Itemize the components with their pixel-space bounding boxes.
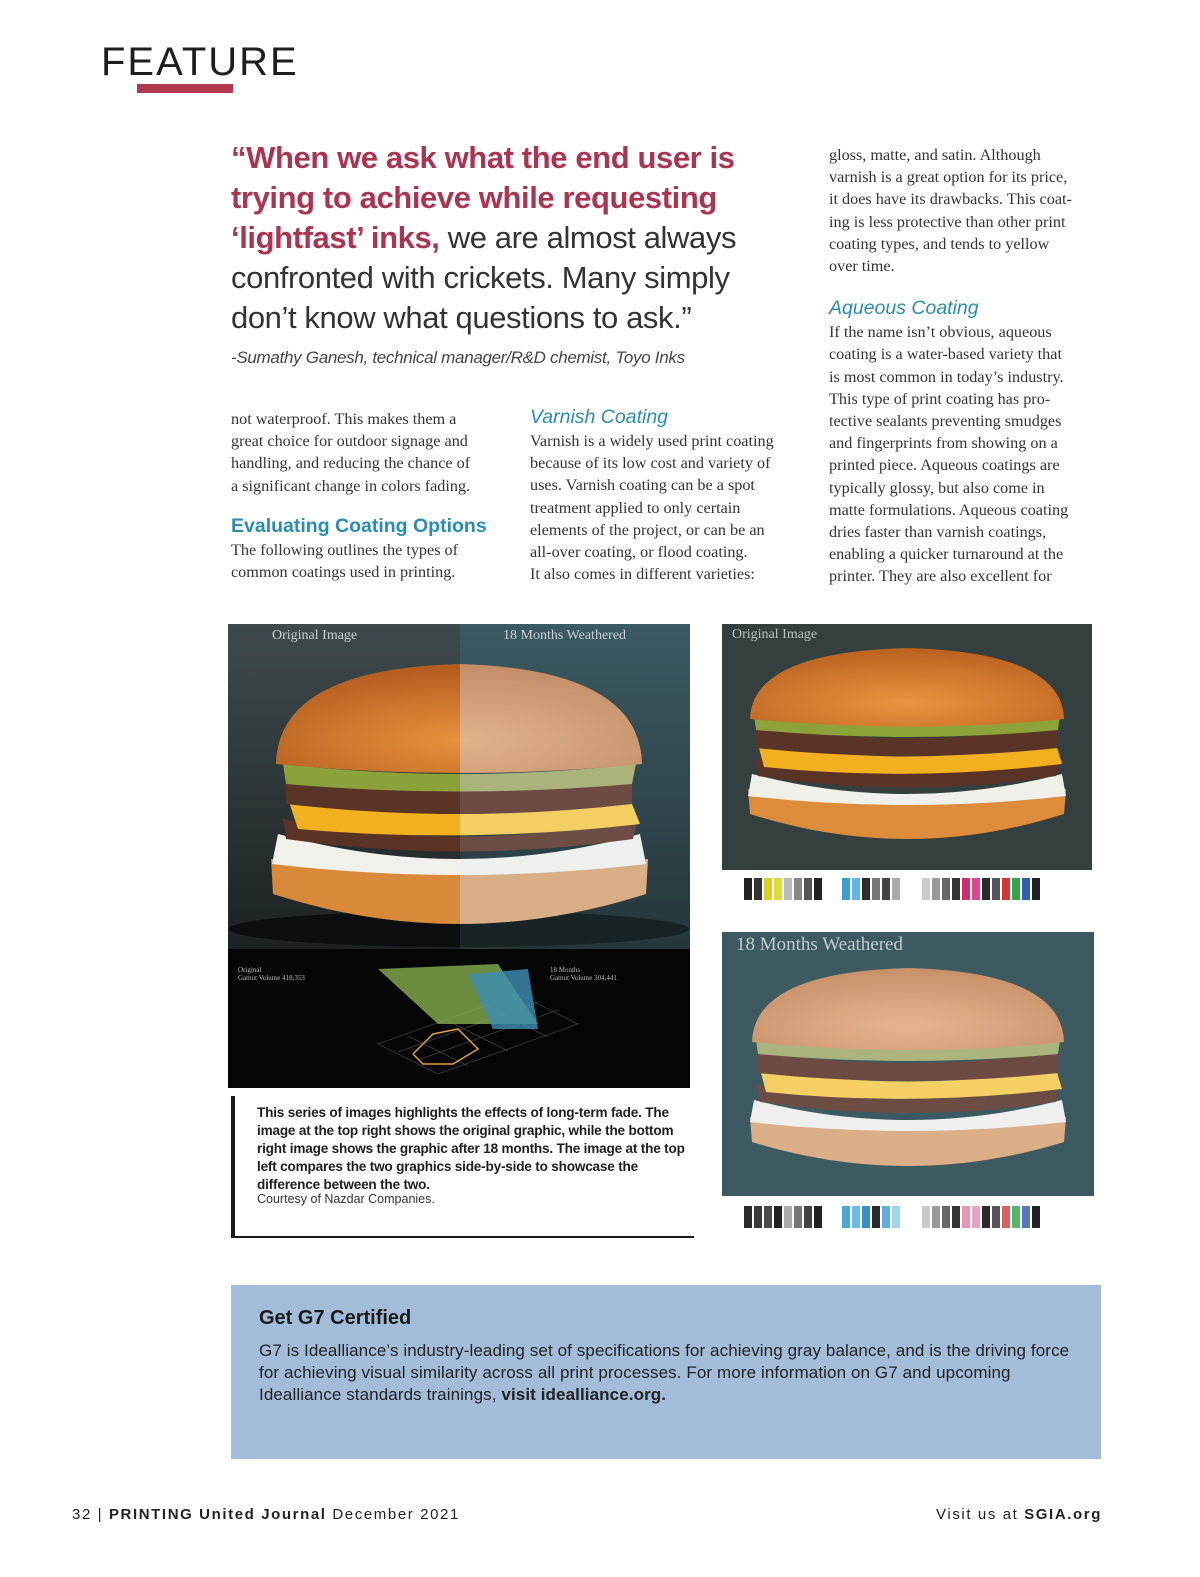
body-line: If the name isn’t obvious, aqueous — [829, 323, 1052, 342]
body-line: is most common in today’s industry. — [829, 367, 1064, 386]
body-line: enabling a quicker turnaround at the — [829, 545, 1064, 564]
body-line: It also comes in different varieties: — [530, 565, 755, 584]
quote-attribution: -Sumathy Ganesh, technical manager/R&D chemist, Toyo Inks — [231, 348, 685, 367]
body-line: and fingerprints from showing on a — [829, 434, 1058, 453]
original-image-figure — [722, 624, 1092, 916]
caption-text: This series of images highlights the effects of long-term fade. The image at the top right shows the original graphic, while the bottom right image shows the graphic after 18 months. The image at the top left compares the two graphics side-by-side to showcase the difference between the two. — [257, 1105, 685, 1192]
subhead-evaluating-coating: Evaluating Coating Options — [231, 514, 487, 537]
body-line: printer. They are also excellent for — [829, 567, 1052, 586]
body-line: elements of the project, or can be an — [530, 520, 765, 539]
body-line: matte formulations. Aqueous coating — [829, 500, 1069, 519]
body-line: This type of print coating has pro- — [829, 389, 1051, 408]
body-line: all-over coating, or flood coating. — [530, 543, 748, 562]
subhead-varnish-coating: Varnish Coating — [530, 406, 669, 428]
body-line: coating types, and tends to yellow — [829, 234, 1050, 253]
body-line: varnish is a great option for its price, — [829, 168, 1068, 187]
body-line: handling, and reducing the chance of — [231, 454, 471, 473]
caption-credit: Courtesy of Nazdar Companies. — [257, 1192, 435, 1206]
body-line: Varnish is a widely used print coating — [530, 432, 774, 450]
body-line: it does have its drawbacks. This coat- — [829, 190, 1072, 209]
gamut-weathered-label: 18 Months Gamut Volume 304,441 — [550, 966, 617, 982]
weathered-image-figure — [722, 932, 1094, 1242]
idealliance-link[interactable]: visit idealliance.org. — [501, 1385, 667, 1404]
page-number: 32 — [72, 1506, 92, 1523]
gamut-original-label: Original Gamut Volume 418,353 — [238, 966, 305, 982]
body-line: tective sealants preventing smudges — [829, 412, 1062, 431]
pull-quote — [231, 138, 771, 338]
comparison-burger-illustration — [228, 624, 690, 1088]
body-line: printed piece. Aqueous coatings are — [829, 456, 1060, 475]
pull-quote-rest: we are almost always confronted with crickets. Many simply don’t know what questions to ask.” — [231, 220, 737, 335]
section-label: FEATURE — [101, 40, 299, 84]
body-line: treatment applied to only certain — [530, 498, 741, 517]
body-column-1 — [231, 408, 521, 583]
original-burger-illustration — [722, 624, 1092, 916]
callout-title: Get G7 Certified — [259, 1307, 412, 1329]
weathered-burger-illustration — [722, 932, 1094, 1242]
section-accent-bar — [137, 84, 233, 93]
label-original-image: Original Image — [272, 628, 358, 643]
footer-divider: | — [97, 1506, 109, 1523]
label-18-months-weathered-right: 18 Months Weathered — [736, 934, 903, 955]
body-line: uses. Varnish coating can be a spot — [530, 476, 755, 495]
label-18-months-weathered: 18 Months Weathered — [503, 628, 627, 643]
body-line: ing is less protective than other print — [829, 212, 1066, 231]
figure-caption — [231, 1096, 694, 1238]
body-line: not waterproof. This makes them a — [231, 410, 457, 428]
body-column-3 — [829, 144, 1109, 588]
body-line: a significant change in colors fading. — [231, 476, 471, 495]
pull-quote-highlight: “When we ask what the end user is trying to achieve while requesting ‘lightfast’ inks, — [231, 140, 735, 255]
issue-date: December 2021 — [332, 1506, 460, 1523]
comparison-figure — [228, 624, 690, 1088]
subhead-aqueous-coating: Aqueous Coating — [829, 297, 979, 320]
body-line: coating is a water-based variety that — [829, 345, 1062, 364]
callout-body-text: G7 is Idealliance’s industry-leading set of specifications for achieving gray balance, and is the driving force for achieving visual similarity across all print processes. For more information on G7 and upcoming Idealliance standards trainings, — [259, 1341, 1070, 1404]
footer-left — [72, 1506, 460, 1523]
body-line: typically glossy, but also come in — [829, 478, 1045, 497]
body-line: over time. — [829, 257, 895, 276]
footer-right — [936, 1506, 1102, 1523]
body-line: common coatings used in printing. — [231, 563, 456, 582]
body-column-2 — [530, 404, 820, 585]
body-line: dries faster than varnish coatings, — [829, 523, 1047, 542]
label-original-image-right: Original Image — [732, 627, 818, 642]
sgia-link[interactable]: SGIA.org — [1024, 1506, 1102, 1523]
g7-callout-box — [231, 1285, 1101, 1459]
callout-body — [259, 1340, 1079, 1406]
body-line: gloss, matte, and satin. Although — [829, 146, 1041, 164]
body-line: great choice for outdoor signage and — [231, 432, 468, 451]
visit-text: Visit us at — [936, 1506, 1019, 1523]
publication-name: PRINTING United Journal — [108, 1506, 327, 1523]
body-line: because of its low cost and variety of — [530, 454, 771, 473]
body-line: The following outlines the types of — [231, 540, 459, 559]
